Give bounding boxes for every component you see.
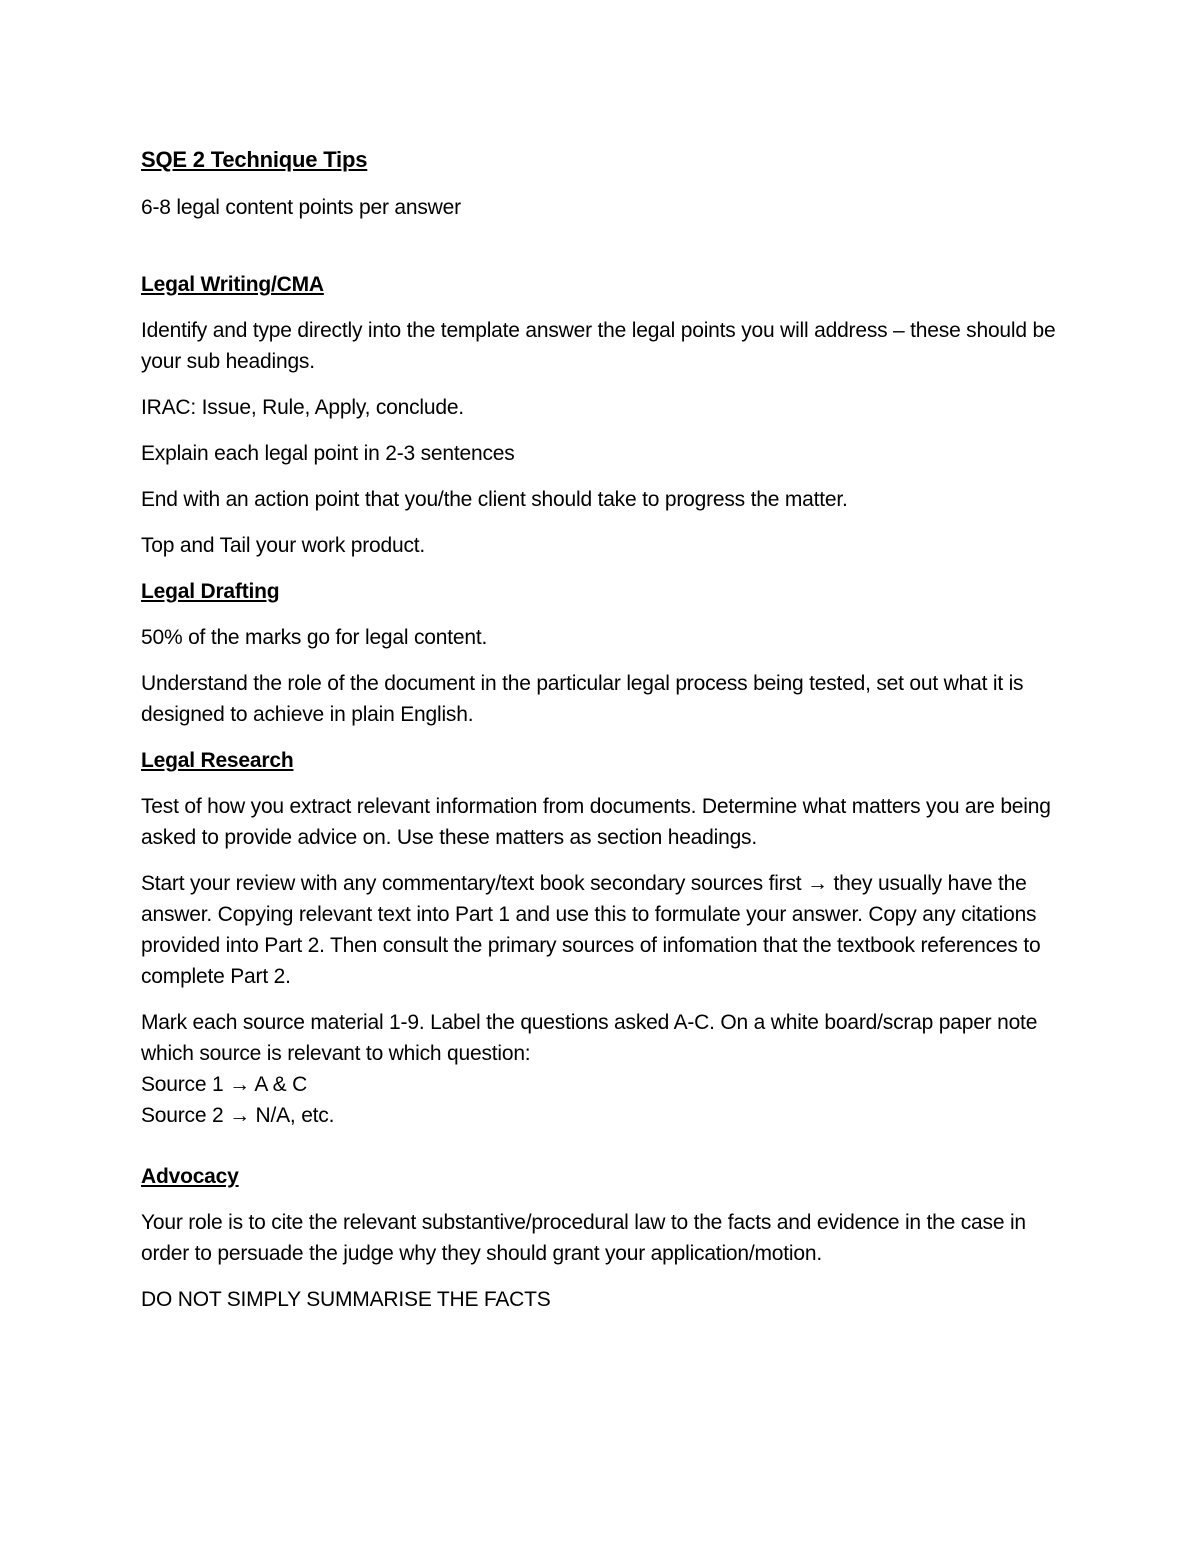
- section-heading-legal-writing: Legal Writing/CMA: [141, 273, 324, 296]
- paragraph: Top and Tail your work product.: [141, 534, 426, 557]
- section-heading-advocacy: Advocacy: [141, 1165, 239, 1188]
- document-body: [141, 144, 1061, 1330]
- document-title: SQE 2 Technique Tips: [141, 147, 368, 172]
- paragraph: Test of how you extract relevant information from documents. Determine what matters you are being asked to provide advice on. Use these matters as section headings.: [141, 795, 1051, 849]
- paragraph: IRAC: Issue, Rule, Apply, conclude.: [141, 396, 464, 419]
- paragraph: Explain each legal point in 2-3 sentences: [141, 442, 515, 465]
- intro-text: 6-8 legal content points per answer: [141, 196, 461, 219]
- paragraph: Understand the role of the document in the particular legal process being tested, set out what it is designed to achieve in plain English.: [141, 672, 1024, 726]
- paragraph: Start your review with any commentary/text book secondary sources first → they usually have the answer. Copying relevant text into Part 1 and use this to formulate your answer. Copy any citations provided into Part 2. Then consult the primary sources of infomation that the textbook references to complete Part 2.: [141, 872, 1041, 988]
- paragraph: DO NOT SIMPLY SUMMARISE THE FACTS: [141, 1288, 551, 1311]
- section-heading-legal-drafting: Legal Drafting: [141, 580, 280, 603]
- section-heading-legal-research: Legal Research: [141, 749, 294, 772]
- source-line: Source 1 → A & C: [141, 1073, 308, 1096]
- paragraph: Identify and type directly into the template answer the legal points you will address – these should be your sub headings.: [141, 319, 1056, 373]
- paragraph: 50% of the marks go for legal content.: [141, 626, 488, 649]
- paragraph: Mark each source material 1-9. Label the questions asked A-C. On a white board/scrap paper note which source is relevant to which question:: [141, 1011, 1038, 1065]
- paragraph: End with an action point that you/the client should take to progress the matter.: [141, 488, 848, 511]
- source-line: Source 2 → N/A, etc.: [141, 1104, 335, 1127]
- paragraph: Your role is to cite the relevant substantive/procedural law to the facts and evidence in the case in order to persuade the judge why they should grant your application/motion.: [141, 1211, 1026, 1265]
